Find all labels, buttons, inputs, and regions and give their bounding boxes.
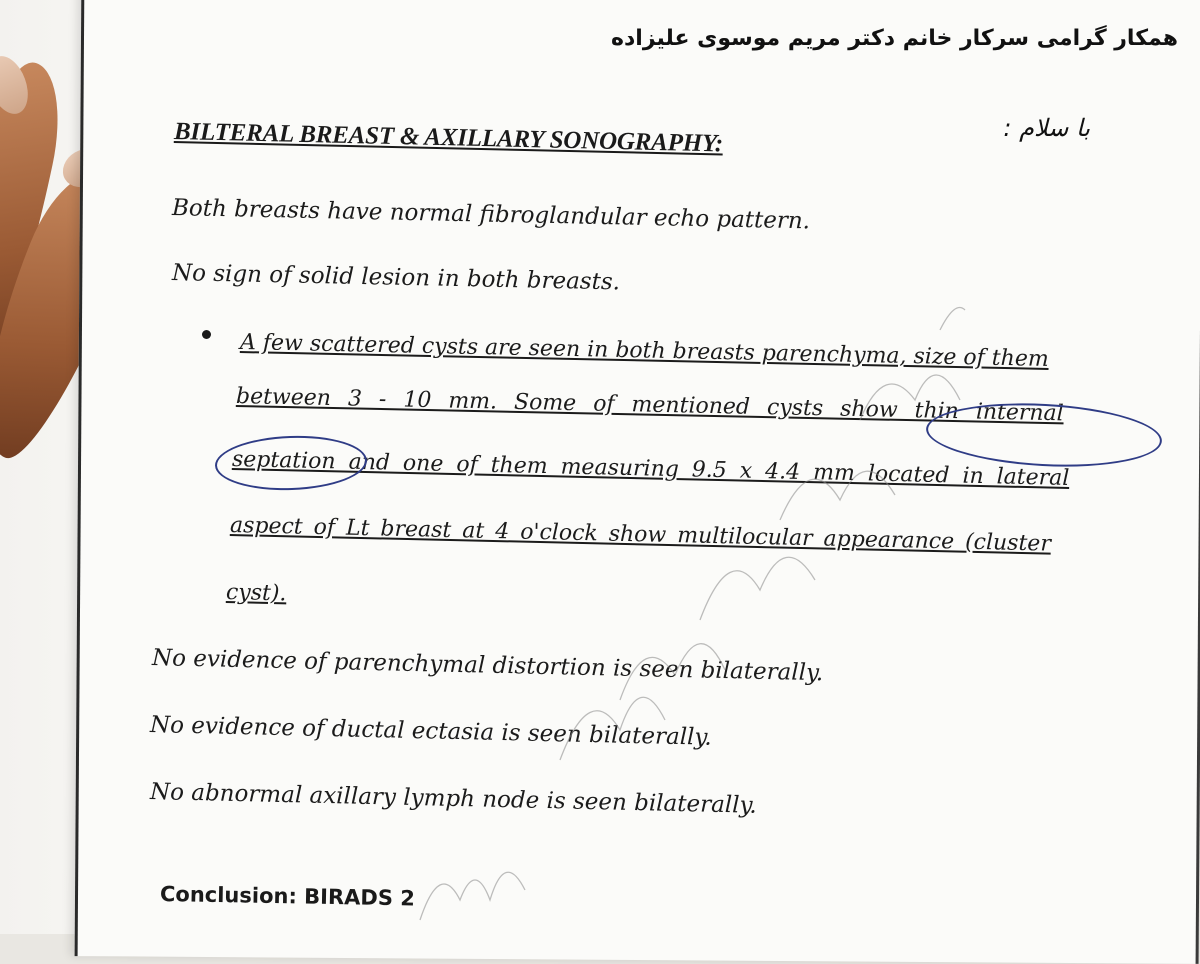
salutation: با سلام : — [1003, 114, 1090, 142]
bullet-line: A few scattered cysts are seen in both breasts parenchyma, size of them — [239, 330, 1049, 372]
finding-line: No sign of solid lesion in both breasts. — [171, 260, 621, 296]
bullet-line: aspect of Lt breast at 4 o'clock show multilocular appearance (cluster — [229, 513, 1052, 557]
bullet-icon — [202, 330, 211, 339]
finding-line: Both breasts have normal fibroglandular echo pattern. — [171, 195, 811, 235]
report-title: BILTERAL BREAST & AXILLARY SONOGRAPHY: — [173, 118, 724, 158]
recipient-line: همکار گرامی سرکار خانم دکتر مریم موسوی علیزاده — [611, 26, 1178, 51]
finding-line: No evidence of ductal ectasia is seen bilaterally. — [149, 712, 712, 751]
finding-line: No evidence of parenchymal distortion is seen bilaterally. — [151, 645, 824, 687]
bullet-line: septation and one of them measuring 9.5 x 4.4 mm located in lateral — [231, 447, 1070, 491]
conclusion: Conclusion: BIRADS 2 — [159, 882, 416, 911]
bullet-line: cyst). — [225, 580, 287, 607]
finding-line: No abnormal axillary lymph node is seen bilaterally. — [149, 779, 758, 819]
bullet-line: between 3 - 10 mm. Some of mentioned cysts show thin internal — [235, 384, 1064, 427]
